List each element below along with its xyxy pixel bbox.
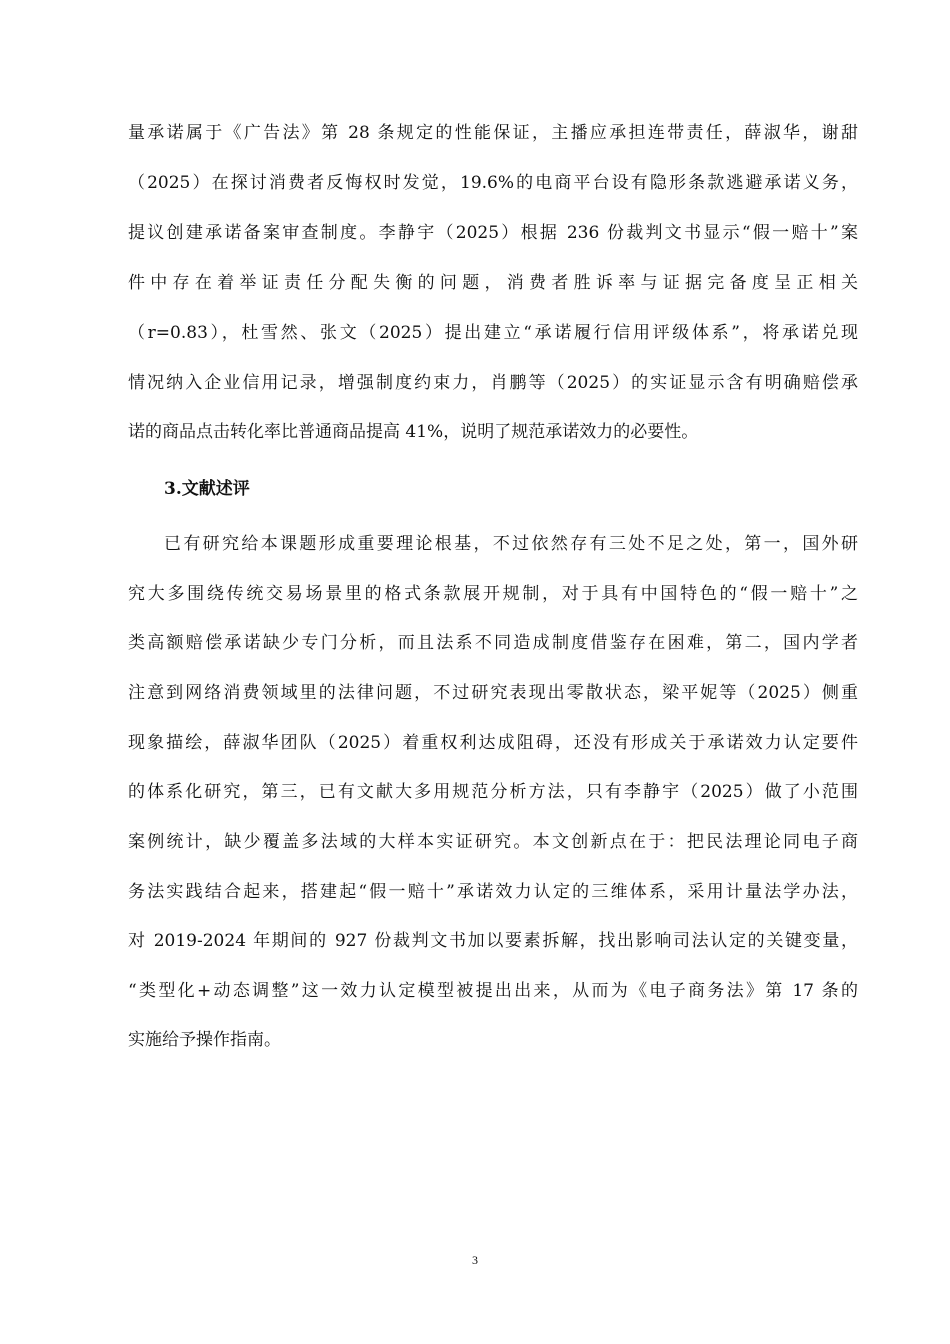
text-line: “类型化+动态调整”这一效力认定模型被提出出来，从而为《电子商务法》第 17 条的 [128, 981, 858, 1001]
text-line: 现象描绘，薛淑华团队（2025）着重权利达成阻碍，还没有形成关于承诺效力认定要件 [128, 733, 858, 753]
text-line: 务法实践结合起来，搭建起“假一赔十”承诺效力认定的三维体系，采用计量法学办法， [128, 882, 858, 902]
page-number: 3 [472, 1253, 478, 1267]
text-line: 案例统计，缺少覆盖多法域的大样本实证研究。本文创新点在于：把民法理论同电子商 [128, 832, 858, 852]
text-line: 类高额赔偿承诺缺少专门分析，而且法系不同造成制度借鉴存在困难，第二，国内学者 [128, 633, 858, 653]
text-line: 提议创建承诺备案审查制度。李静宇（2025）根据 236 份裁判文书显示“假一赔十”案 [128, 223, 858, 243]
text-line: 的体系化研究，第三，已有文献大多用规范分析方法，只有李静宇（2025）做了小范围 [128, 782, 858, 802]
text-line: 量承诺属于《广告法》第 28 条规定的性能保证，主播应承担连带责任，薛淑华，谢甜 [128, 123, 858, 143]
text-line: 究大多围绕传统交易场景里的格式条款展开规制，对于具有中国特色的“假一赔十”之 [128, 584, 858, 604]
section-heading: 3.文献述评 [164, 479, 250, 499]
text-line: 实施给予操作指南。 [128, 1030, 281, 1050]
text-line: （2025）在探讨消费者反悔权时发觉，19.6%的电商平台设有隐形条款逃避承诺义务， [128, 173, 858, 193]
text-line: 件中存在着举证责任分配失衡的问题，消费者胜诉率与证据完备度呈正相关 [128, 273, 858, 293]
text-line: （r=0.83），杜雪然、张文（2025）提出建立“承诺履行信用评级体系”，将承诺兑现 [128, 323, 858, 343]
text-line: 已有研究给本课题形成重要理论根基，不过依然存有三处不足之处，第一，国外研 [164, 534, 858, 554]
text-line: 对 2019-2024 年期间的 927 份裁判文书加以要素拆解，找出影响司法认定的关键变量， [128, 931, 858, 951]
text-line: 注意到网络消费领域里的法律问题，不过研究表现出零散状态，梁平妮等（2025）侧重 [128, 683, 858, 703]
text-line: 诺的商品点击转化率比普通商品提高 41%，说明了规范承诺效力的必要性。 [128, 422, 699, 442]
text-line: 情况纳入企业信用记录，增强制度约束力，肖鹏等（2025）的实证显示含有明确赔偿承 [128, 373, 858, 393]
